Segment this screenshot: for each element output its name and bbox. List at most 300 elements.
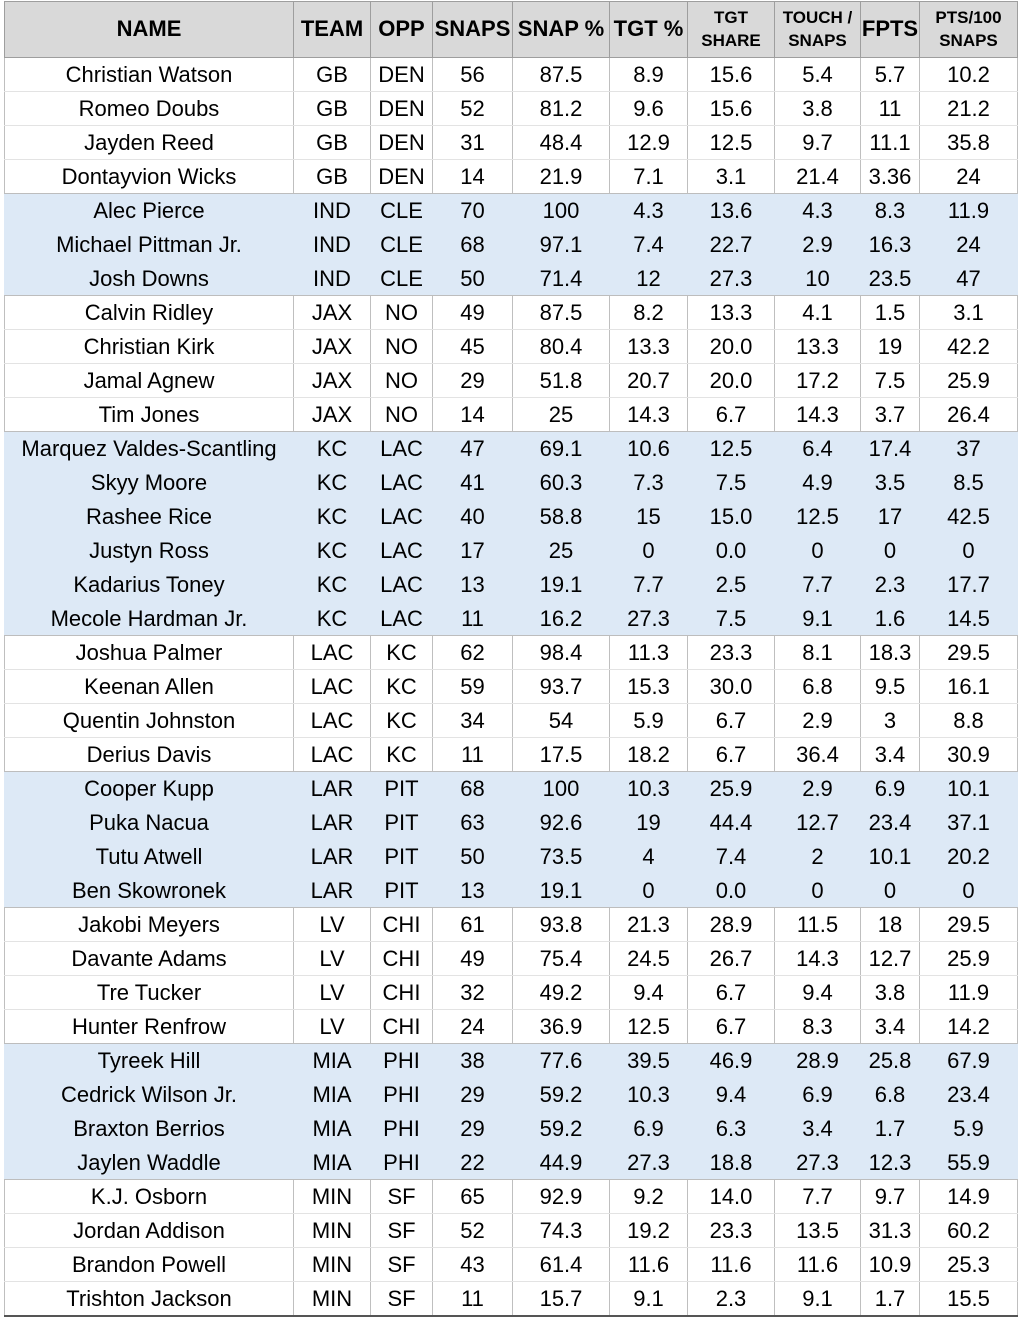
cell-name: Tre Tucker	[5, 976, 294, 1010]
cell-pts-per-100: 35.8	[920, 126, 1018, 160]
cell-snap-pct: 58.8	[513, 500, 610, 534]
cell-name: Brandon Powell	[5, 1248, 294, 1282]
cell-tgt-share: 22.7	[688, 228, 775, 262]
cell-pts-per-100: 25.3	[920, 1248, 1018, 1282]
header-snaps: SNAPS	[433, 2, 513, 58]
cell-name: Jayden Reed	[5, 126, 294, 160]
table-row	[5, 432, 1018, 466]
cell-opp: PIT	[371, 840, 433, 874]
cell-tgt-share: 0.0	[688, 534, 775, 568]
cell-snaps: 14	[433, 160, 513, 194]
table-row	[5, 976, 1018, 1010]
cell-opp: CLE	[371, 262, 433, 296]
cell-tgt-share: 13.6	[688, 194, 775, 228]
cell-opp: NO	[371, 398, 433, 432]
cell-touch-snaps: 9.1	[775, 1282, 861, 1317]
cell-tgt-share: 44.4	[688, 806, 775, 840]
cell-fpts: 12.7	[861, 942, 920, 976]
cell-touch-snaps: 3.4	[775, 1112, 861, 1146]
cell-tgt-share: 12.5	[688, 126, 775, 160]
cell-snaps: 49	[433, 942, 513, 976]
cell-snaps: 63	[433, 806, 513, 840]
table-row	[5, 126, 1018, 160]
cell-name: Dontayvion Wicks	[5, 160, 294, 194]
cell-tgt-share: 30.0	[688, 670, 775, 704]
cell-snap-pct: 61.4	[513, 1248, 610, 1282]
cell-opp: LAC	[371, 466, 433, 500]
table-row	[5, 602, 1018, 636]
cell-opp: NO	[371, 364, 433, 398]
cell-name: Tutu Atwell	[5, 840, 294, 874]
cell-fpts: 3.7	[861, 398, 920, 432]
table-row	[5, 500, 1018, 534]
cell-snap-pct: 71.4	[513, 262, 610, 296]
cell-pts-per-100: 29.5	[920, 636, 1018, 670]
cell-fpts: 11	[861, 92, 920, 126]
header-row	[5, 2, 1018, 58]
cell-fpts: 16.3	[861, 228, 920, 262]
cell-opp: KC	[371, 670, 433, 704]
cell-opp: DEN	[371, 92, 433, 126]
cell-tgt-share: 20.0	[688, 364, 775, 398]
cell-pts-per-100: 20.2	[920, 840, 1018, 874]
cell-team: JAX	[294, 296, 371, 330]
cell-tgt-pct: 9.1	[610, 1282, 688, 1317]
cell-snaps: 11	[433, 1282, 513, 1317]
cell-pts-per-100: 24	[920, 160, 1018, 194]
table-row	[5, 806, 1018, 840]
cell-tgt-pct: 7.7	[610, 568, 688, 602]
cell-tgt-pct: 6.9	[610, 1112, 688, 1146]
cell-touch-snaps: 4.3	[775, 194, 861, 228]
cell-name: Trishton Jackson	[5, 1282, 294, 1317]
cell-fpts: 3.4	[861, 1010, 920, 1044]
cell-tgt-pct: 0	[610, 874, 688, 908]
cell-snaps: 50	[433, 840, 513, 874]
header-tgt-share-line2: SHARE	[701, 30, 761, 50]
cell-name: Hunter Renfrow	[5, 1010, 294, 1044]
cell-tgt-share: 6.7	[688, 738, 775, 772]
cell-fpts: 5.7	[861, 58, 920, 92]
cell-team: GB	[294, 92, 371, 126]
cell-snap-pct: 19.1	[513, 874, 610, 908]
cell-tgt-pct: 10.3	[610, 1078, 688, 1112]
cell-team: GB	[294, 58, 371, 92]
cell-snaps: 50	[433, 262, 513, 296]
cell-snap-pct: 15.7	[513, 1282, 610, 1317]
cell-tgt-pct: 10.6	[610, 432, 688, 466]
cell-team: LAR	[294, 874, 371, 908]
cell-pts-per-100: 21.2	[920, 92, 1018, 126]
cell-opp: DEN	[371, 58, 433, 92]
cell-opp: SF	[371, 1248, 433, 1282]
cell-opp: SF	[371, 1214, 433, 1248]
cell-opp: KC	[371, 704, 433, 738]
cell-fpts: 31.3	[861, 1214, 920, 1248]
table-row	[5, 874, 1018, 908]
cell-pts-per-100: 24	[920, 228, 1018, 262]
cell-snap-pct: 97.1	[513, 228, 610, 262]
cell-pts-per-100: 10.1	[920, 772, 1018, 806]
cell-snap-pct: 93.7	[513, 670, 610, 704]
cell-name: Christian Watson	[5, 58, 294, 92]
cell-snap-pct: 59.2	[513, 1112, 610, 1146]
cell-name: Cooper Kupp	[5, 772, 294, 806]
cell-name: Puka Nacua	[5, 806, 294, 840]
cell-pts-per-100: 15.5	[920, 1282, 1018, 1317]
cell-tgt-pct: 21.3	[610, 908, 688, 942]
cell-team: MIA	[294, 1112, 371, 1146]
cell-touch-snaps: 2.9	[775, 228, 861, 262]
cell-tgt-pct: 27.3	[610, 602, 688, 636]
table-row	[5, 568, 1018, 602]
cell-touch-snaps: 13.5	[775, 1214, 861, 1248]
header-tgt-share	[688, 2, 775, 58]
cell-tgt-pct: 9.6	[610, 92, 688, 126]
cell-touch-snaps: 3.8	[775, 92, 861, 126]
header-snap-pct: SNAP %	[513, 2, 610, 58]
table-row	[5, 466, 1018, 500]
cell-name: Jordan Addison	[5, 1214, 294, 1248]
cell-opp: NO	[371, 330, 433, 364]
cell-snap-pct: 73.5	[513, 840, 610, 874]
cell-pts-per-100: 11.9	[920, 194, 1018, 228]
cell-snap-pct: 36.9	[513, 1010, 610, 1044]
cell-touch-snaps: 4.1	[775, 296, 861, 330]
cell-name: K.J. Osborn	[5, 1180, 294, 1214]
table-row	[5, 194, 1018, 228]
cell-snaps: 68	[433, 772, 513, 806]
cell-fpts: 2.3	[861, 568, 920, 602]
cell-tgt-share: 13.3	[688, 296, 775, 330]
cell-tgt-pct: 12	[610, 262, 688, 296]
cell-fpts: 23.5	[861, 262, 920, 296]
cell-team: JAX	[294, 398, 371, 432]
cell-touch-snaps: 7.7	[775, 568, 861, 602]
cell-opp: SF	[371, 1282, 433, 1317]
cell-snaps: 32	[433, 976, 513, 1010]
cell-opp: LAC	[371, 602, 433, 636]
cell-pts-per-100: 11.9	[920, 976, 1018, 1010]
cell-snaps: 70	[433, 194, 513, 228]
cell-opp: PHI	[371, 1112, 433, 1146]
cell-snaps: 34	[433, 704, 513, 738]
table-row	[5, 670, 1018, 704]
cell-tgt-pct: 19.2	[610, 1214, 688, 1248]
cell-fpts: 3.5	[861, 466, 920, 500]
table-row	[5, 738, 1018, 772]
cell-pts-per-100: 14.5	[920, 602, 1018, 636]
cell-name: Jaylen Waddle	[5, 1146, 294, 1180]
cell-tgt-share: 46.9	[688, 1044, 775, 1078]
cell-tgt-share: 12.5	[688, 432, 775, 466]
cell-snap-pct: 48.4	[513, 126, 610, 160]
cell-touch-snaps: 36.4	[775, 738, 861, 772]
cell-team: LV	[294, 1010, 371, 1044]
cell-team: MIA	[294, 1146, 371, 1180]
cell-opp: PIT	[371, 806, 433, 840]
cell-opp: DEN	[371, 160, 433, 194]
cell-name: Michael Pittman Jr.	[5, 228, 294, 262]
cell-name: Mecole Hardman Jr.	[5, 602, 294, 636]
cell-snaps: 31	[433, 126, 513, 160]
cell-tgt-pct: 15	[610, 500, 688, 534]
cell-name: Josh Downs	[5, 262, 294, 296]
cell-fpts: 18	[861, 908, 920, 942]
cell-snap-pct: 60.3	[513, 466, 610, 500]
cell-snaps: 49	[433, 296, 513, 330]
cell-snap-pct: 77.6	[513, 1044, 610, 1078]
cell-fpts: 7.5	[861, 364, 920, 398]
table-row	[5, 1044, 1018, 1078]
cell-fpts: 23.4	[861, 806, 920, 840]
cell-tgt-pct: 27.3	[610, 1146, 688, 1180]
cell-fpts: 3	[861, 704, 920, 738]
cell-fpts: 3.36	[861, 160, 920, 194]
cell-touch-snaps: 9.4	[775, 976, 861, 1010]
cell-snap-pct: 98.4	[513, 636, 610, 670]
header-touch-snaps	[775, 2, 861, 58]
cell-snaps: 56	[433, 58, 513, 92]
cell-team: MIN	[294, 1214, 371, 1248]
cell-fpts: 1.6	[861, 602, 920, 636]
cell-team: KC	[294, 602, 371, 636]
cell-opp: LAC	[371, 568, 433, 602]
cell-tgt-share: 0.0	[688, 874, 775, 908]
cell-pts-per-100: 60.2	[920, 1214, 1018, 1248]
cell-fpts: 9.7	[861, 1180, 920, 1214]
cell-opp: CLE	[371, 228, 433, 262]
cell-team: JAX	[294, 364, 371, 398]
cell-opp: PHI	[371, 1146, 433, 1180]
cell-team: IND	[294, 262, 371, 296]
header-pts100-line1: PTS/100	[935, 7, 1002, 27]
cell-opp: NO	[371, 296, 433, 330]
cell-tgt-pct: 11.3	[610, 636, 688, 670]
cell-pts-per-100: 67.9	[920, 1044, 1018, 1078]
cell-team: IND	[294, 228, 371, 262]
cell-tgt-share: 6.7	[688, 398, 775, 432]
cell-snap-pct: 25	[513, 534, 610, 568]
cell-team: LAR	[294, 840, 371, 874]
cell-touch-snaps: 7.7	[775, 1180, 861, 1214]
cell-pts-per-100: 17.7	[920, 568, 1018, 602]
cell-tgt-pct: 10.3	[610, 772, 688, 806]
cell-snaps: 13	[433, 568, 513, 602]
cell-team: KC	[294, 534, 371, 568]
table-row	[5, 398, 1018, 432]
cell-name: Skyy Moore	[5, 466, 294, 500]
cell-tgt-share: 2.5	[688, 568, 775, 602]
cell-opp: KC	[371, 636, 433, 670]
cell-pts-per-100: 0	[920, 874, 1018, 908]
cell-touch-snaps: 8.3	[775, 1010, 861, 1044]
cell-fpts: 0	[861, 874, 920, 908]
cell-team: LAC	[294, 670, 371, 704]
table-header	[5, 2, 1018, 58]
cell-snap-pct: 100	[513, 194, 610, 228]
cell-fpts: 10.9	[861, 1248, 920, 1282]
cell-snaps: 14	[433, 398, 513, 432]
cell-opp: PHI	[371, 1078, 433, 1112]
table-row	[5, 1078, 1018, 1112]
cell-snap-pct: 49.2	[513, 976, 610, 1010]
cell-tgt-share: 23.3	[688, 1214, 775, 1248]
cell-touch-snaps: 11.5	[775, 908, 861, 942]
cell-name: Cedrick Wilson Jr.	[5, 1078, 294, 1112]
cell-tgt-pct: 11.6	[610, 1248, 688, 1282]
cell-tgt-pct: 4	[610, 840, 688, 874]
cell-tgt-share: 6.7	[688, 704, 775, 738]
cell-pts-per-100: 29.5	[920, 908, 1018, 942]
cell-fpts: 8.3	[861, 194, 920, 228]
cell-tgt-pct: 19	[610, 806, 688, 840]
table-row	[5, 262, 1018, 296]
cell-fpts: 12.3	[861, 1146, 920, 1180]
cell-fpts: 25.8	[861, 1044, 920, 1078]
cell-snap-pct: 69.1	[513, 432, 610, 466]
cell-fpts: 1.5	[861, 296, 920, 330]
cell-name: Kadarius Toney	[5, 568, 294, 602]
cell-snap-pct: 93.8	[513, 908, 610, 942]
table-row	[5, 772, 1018, 806]
cell-snap-pct: 87.5	[513, 58, 610, 92]
header-tgt-pct: TGT %	[610, 2, 688, 58]
cell-tgt-pct: 7.4	[610, 228, 688, 262]
table-row	[5, 704, 1018, 738]
cell-name: Davante Adams	[5, 942, 294, 976]
cell-touch-snaps: 12.7	[775, 806, 861, 840]
cell-touch-snaps: 2	[775, 840, 861, 874]
cell-snaps: 59	[433, 670, 513, 704]
cell-tgt-share: 11.6	[688, 1248, 775, 1282]
cell-name: Tyreek Hill	[5, 1044, 294, 1078]
cell-opp: CHI	[371, 942, 433, 976]
cell-name: Rashee Rice	[5, 500, 294, 534]
cell-opp: CLE	[371, 194, 433, 228]
table-row	[5, 330, 1018, 364]
cell-tgt-pct: 4.3	[610, 194, 688, 228]
cell-team: MIA	[294, 1078, 371, 1112]
header-pts100-line2: SNAPS	[939, 30, 998, 50]
cell-snap-pct: 81.2	[513, 92, 610, 126]
cell-team: KC	[294, 500, 371, 534]
cell-team: LV	[294, 942, 371, 976]
header-name: NAME	[5, 2, 294, 58]
cell-touch-snaps: 9.1	[775, 602, 861, 636]
cell-touch-snaps: 14.3	[775, 942, 861, 976]
cell-snaps: 41	[433, 466, 513, 500]
cell-snap-pct: 17.5	[513, 738, 610, 772]
cell-name: Keenan Allen	[5, 670, 294, 704]
cell-touch-snaps: 0	[775, 534, 861, 568]
cell-tgt-share: 3.1	[688, 160, 775, 194]
cell-touch-snaps: 6.4	[775, 432, 861, 466]
cell-snaps: 52	[433, 1214, 513, 1248]
cell-team: LV	[294, 908, 371, 942]
cell-snaps: 38	[433, 1044, 513, 1078]
cell-fpts: 3.4	[861, 738, 920, 772]
cell-pts-per-100: 14.2	[920, 1010, 1018, 1044]
cell-snap-pct: 75.4	[513, 942, 610, 976]
cell-team: IND	[294, 194, 371, 228]
table-body	[5, 58, 1018, 1317]
cell-opp: PIT	[371, 772, 433, 806]
table-row	[5, 840, 1018, 874]
table-row	[5, 1112, 1018, 1146]
cell-tgt-share: 2.3	[688, 1282, 775, 1317]
cell-snap-pct: 21.9	[513, 160, 610, 194]
cell-tgt-pct: 5.9	[610, 704, 688, 738]
cell-team: LAR	[294, 806, 371, 840]
cell-opp: PIT	[371, 874, 433, 908]
cell-tgt-share: 14.0	[688, 1180, 775, 1214]
cell-snaps: 61	[433, 908, 513, 942]
cell-tgt-share: 7.5	[688, 466, 775, 500]
cell-opp: SF	[371, 1180, 433, 1214]
cell-team: MIN	[294, 1248, 371, 1282]
cell-tgt-share: 28.9	[688, 908, 775, 942]
cell-snaps: 68	[433, 228, 513, 262]
table-row	[5, 1180, 1018, 1214]
table-row	[5, 92, 1018, 126]
cell-opp: DEN	[371, 126, 433, 160]
cell-name: Marquez Valdes-Scantling	[5, 432, 294, 466]
table-row	[5, 1248, 1018, 1282]
receiver-stats-table	[4, 1, 1018, 1317]
cell-tgt-pct: 39.5	[610, 1044, 688, 1078]
cell-snaps: 45	[433, 330, 513, 364]
cell-opp: PHI	[371, 1044, 433, 1078]
cell-touch-snaps: 13.3	[775, 330, 861, 364]
cell-snap-pct: 74.3	[513, 1214, 610, 1248]
cell-name: Alec Pierce	[5, 194, 294, 228]
cell-fpts: 17	[861, 500, 920, 534]
table-row	[5, 364, 1018, 398]
cell-pts-per-100: 26.4	[920, 398, 1018, 432]
cell-team: GB	[294, 126, 371, 160]
cell-tgt-pct: 13.3	[610, 330, 688, 364]
cell-pts-per-100: 25.9	[920, 942, 1018, 976]
cell-tgt-pct: 15.3	[610, 670, 688, 704]
cell-team: MIN	[294, 1282, 371, 1317]
cell-tgt-pct: 12.5	[610, 1010, 688, 1044]
cell-snap-pct: 25	[513, 398, 610, 432]
cell-tgt-pct: 24.5	[610, 942, 688, 976]
cell-snap-pct: 92.6	[513, 806, 610, 840]
cell-fpts: 17.4	[861, 432, 920, 466]
cell-touch-snaps: 2.9	[775, 704, 861, 738]
cell-pts-per-100: 37	[920, 432, 1018, 466]
cell-fpts: 10.1	[861, 840, 920, 874]
table-row	[5, 1010, 1018, 1044]
cell-pts-per-100: 10.2	[920, 58, 1018, 92]
cell-touch-snaps: 9.7	[775, 126, 861, 160]
cell-pts-per-100: 14.9	[920, 1180, 1018, 1214]
cell-touch-snaps: 28.9	[775, 1044, 861, 1078]
cell-fpts: 1.7	[861, 1282, 920, 1317]
cell-opp: CHI	[371, 1010, 433, 1044]
cell-touch-snaps: 8.1	[775, 636, 861, 670]
cell-snaps: 62	[433, 636, 513, 670]
cell-touch-snaps: 17.2	[775, 364, 861, 398]
cell-opp: LAC	[371, 534, 433, 568]
table-row	[5, 1282, 1018, 1317]
cell-name: Jamal Agnew	[5, 364, 294, 398]
cell-fpts: 1.7	[861, 1112, 920, 1146]
cell-name: Quentin Johnston	[5, 704, 294, 738]
cell-snaps: 65	[433, 1180, 513, 1214]
